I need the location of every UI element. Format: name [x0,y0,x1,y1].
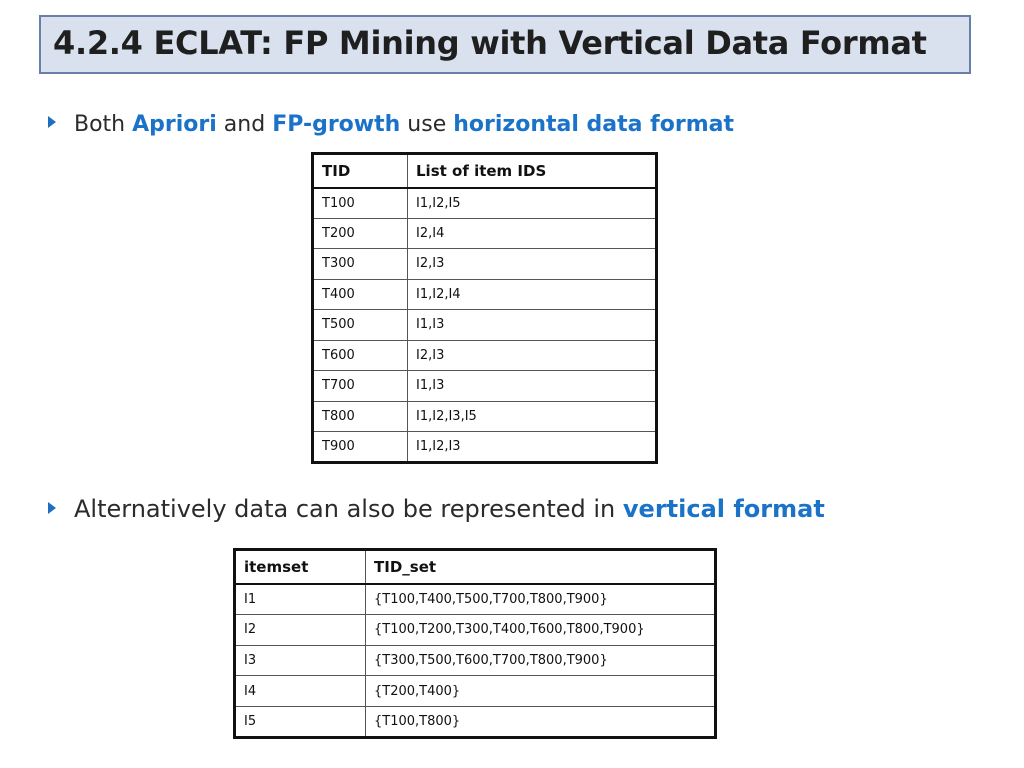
items-cell: I1,I2,I5 [408,188,657,219]
itemset-cell: I5 [235,707,366,738]
bullet-vertical-format [48,495,825,523]
tid-cell: T900 [313,432,408,463]
table-header-row [235,550,716,584]
table-row [313,340,657,371]
table-row [235,614,716,645]
table-row [313,249,657,280]
tid-cell: T500 [313,310,408,341]
bullet-text: Both [74,112,133,137]
itemset-cell: I3 [235,645,366,676]
items-cell: I2,I4 [408,218,657,249]
items-cell: I1,I2,I3,I5 [408,401,657,432]
bullet-horizontal-format [48,112,734,137]
column-header-itemset: itemset [235,550,366,584]
vertical-format-term: vertical format [622,495,825,523]
column-header-tid: TID [313,154,408,188]
triangle-bullet-icon [48,116,56,128]
horizontal-format-term: horizontal data format [453,112,734,137]
bullet-text: use [400,112,454,137]
table-row [313,371,657,402]
vertical-format-table [233,548,717,739]
tid-cell: T400 [313,279,408,310]
tid-cell: T100 [313,188,408,219]
table-row [313,310,657,341]
horizontal-format-table [311,152,658,464]
triangle-bullet-icon [48,502,56,514]
itemset-cell: I2 [235,614,366,645]
fp-growth-term: FP-growth [272,112,401,137]
tid-cell: T600 [313,340,408,371]
apriori-term: Apriori [132,112,217,137]
items-cell: I2,I3 [408,340,657,371]
itemset-cell: I1 [235,584,366,615]
table-row [313,188,657,219]
table-row [235,707,716,738]
column-header-item-list: List of item IDS [408,154,657,188]
tid-set-cell: {T200,T400} [366,676,716,707]
table-header-row [313,154,657,188]
table-row [313,218,657,249]
table-row [235,676,716,707]
itemset-cell: I4 [235,676,366,707]
tid-cell: T300 [313,249,408,280]
slide-title: 4.2.4 ECLAT: FP Mining with Vertical Data Format [53,24,927,62]
tid-cell: T200 [313,218,408,249]
tid-set-cell: {T100,T800} [366,707,716,738]
items-cell: I1,I3 [408,371,657,402]
column-header-tid-set: TID_set [366,550,716,584]
bullet-text: Alternatively data can also be represented in [74,495,623,523]
tid-cell: T800 [313,401,408,432]
items-cell: I2,I3 [408,249,657,280]
table-row [235,584,716,615]
bullet-text: and [216,112,273,137]
slide-title-bar [39,15,971,74]
table-row [313,432,657,463]
tid-set-cell: {T100,T200,T300,T400,T600,T800,T900} [366,614,716,645]
tid-set-cell: {T300,T500,T600,T700,T800,T900} [366,645,716,676]
items-cell: I1,I2,I3 [408,432,657,463]
items-cell: I1,I3 [408,310,657,341]
table-row [313,401,657,432]
tid-set-cell: {T100,T400,T500,T700,T800,T900} [366,584,716,615]
table-row [313,279,657,310]
tid-cell: T700 [313,371,408,402]
table-row [235,645,716,676]
items-cell: I1,I2,I4 [408,279,657,310]
